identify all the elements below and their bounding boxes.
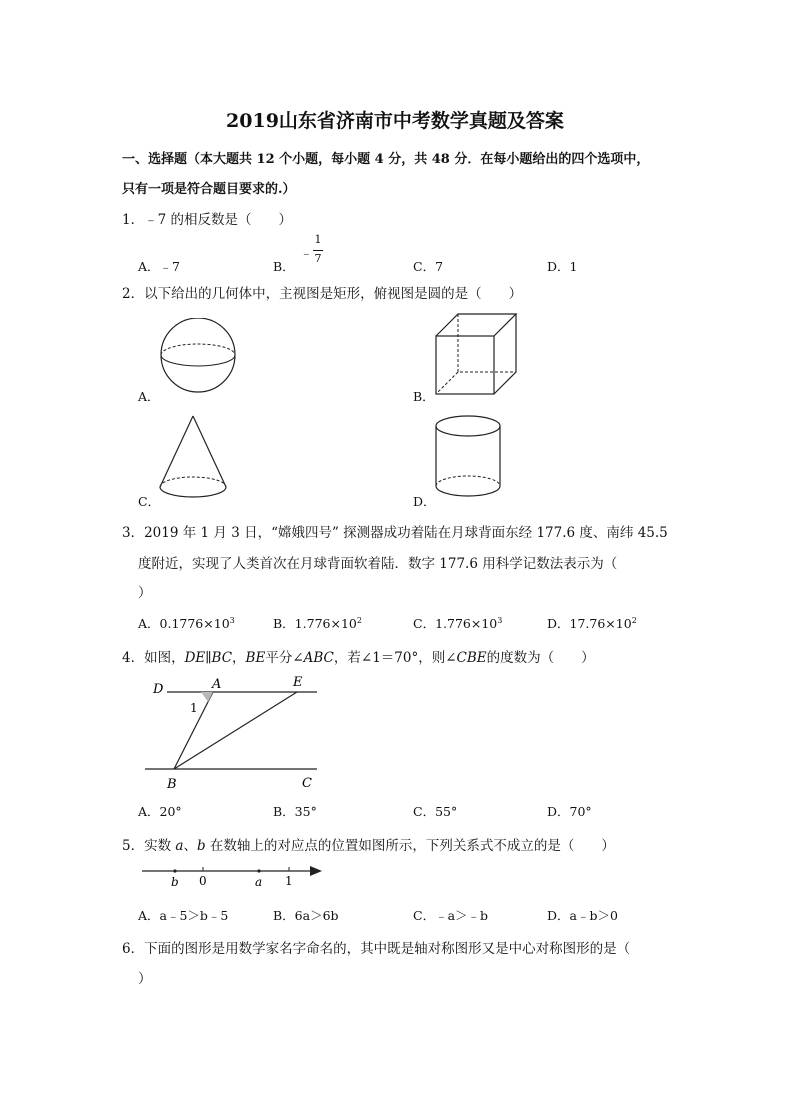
q2-option-a: A． xyxy=(138,389,160,404)
cube-side-edges xyxy=(494,314,516,394)
cylinder-base-front xyxy=(436,486,500,496)
q1-option-b-numerator: 1 xyxy=(314,233,322,246)
cube-hidden-diagonal xyxy=(436,372,458,394)
section-header-line1: 一、选择题（本大题共 12 个小题，每小题 4 分，共 48 分．在每小题给出的四个选项中， xyxy=(122,152,650,167)
q4-option-c: C．55° xyxy=(413,804,458,819)
q2-cone-figure xyxy=(155,412,235,504)
q1-stem: 1．﹣7 的相反数是（ ） xyxy=(122,212,292,228)
q1-fraction-bar xyxy=(313,250,323,251)
label-angle-1: 1 xyxy=(190,701,198,715)
q3-option-c: C．$1.776\times 10^3$ xyxy=(413,615,503,631)
q1-option-a: A．﹣7 xyxy=(138,259,180,274)
q2-sphere-figure xyxy=(155,318,245,398)
q5-number-line xyxy=(140,862,330,890)
q4-stem: 4．如图，DE∥BC，BE平分∠ABC，若∠1＝70°，则∠CBE的度数为（ ） xyxy=(122,650,595,666)
label-d: D xyxy=(153,682,164,697)
label-a: A xyxy=(212,677,222,692)
cylinder-top xyxy=(436,416,500,436)
label-axis-1: 1 xyxy=(285,874,293,888)
q5-option-d: D．a﹣b＞0 xyxy=(547,908,618,923)
sphere-equator-back xyxy=(161,344,235,355)
point-a xyxy=(257,869,260,872)
label-b: B xyxy=(167,777,177,792)
cone-base-back xyxy=(160,477,226,487)
q2-stem: 2．以下给出的几何体中，主视图是矩形，俯视图是圆的是（ ） xyxy=(122,286,523,302)
q2-cube-figure xyxy=(430,310,520,400)
q2-cylinder-figure xyxy=(432,412,504,504)
label-axis-b: b xyxy=(171,875,179,889)
label-axis-a: a xyxy=(255,875,263,889)
q5-option-b: B．6a＞6b xyxy=(273,908,339,923)
page-title: 2019山东省济南市中考数学真题及答案 xyxy=(226,110,564,132)
point-b xyxy=(173,869,176,872)
angle-1-marker xyxy=(201,692,213,702)
q3-option-a: A．$0.1776\times 10^3$ xyxy=(138,615,235,631)
q4-option-d: D．70° xyxy=(547,804,592,819)
cone-base-front xyxy=(160,487,226,497)
q3-option-b: B．$1.776\times 10^2$ xyxy=(273,615,362,631)
number-line-arrow xyxy=(310,866,322,876)
sphere-outline xyxy=(161,318,235,392)
q3-option-d: D．$17.76\times 10^2$ xyxy=(547,615,637,631)
q6-stem-line2: ） xyxy=(138,971,152,987)
q1-option-b-denominator: 7 xyxy=(314,252,322,265)
label-axis-0: 0 xyxy=(199,874,207,888)
q1-option-d: D．1 xyxy=(547,259,578,274)
q1-option-b-prefix: B． xyxy=(273,259,295,274)
cylinder-base-back xyxy=(436,476,500,486)
label-c: C xyxy=(302,776,312,791)
q4-option-b: B．35° xyxy=(273,804,317,819)
q5-stem: 5．实数 a、b 在数轴上的对应点的位置如图所示，下列关系式不成立的是（ ） xyxy=(122,838,615,854)
q4-geometry-figure xyxy=(145,668,335,793)
q2-option-d: D． xyxy=(413,494,436,509)
q4-option-a: A．20° xyxy=(138,804,182,819)
cone-left-edge xyxy=(160,416,193,487)
section-header-line2: 只有一项是符合题目要求的.） xyxy=(122,182,296,197)
q5-option-a: A．a﹣5＞b﹣5 xyxy=(138,908,229,923)
sphere-equator-front xyxy=(161,355,235,366)
q1-option-c: C．7 xyxy=(413,259,444,274)
q3-stem-line1: 3．2019 年 1 月 3 日，“嫦娥四号” 探测器成功着陆在月球背面东经 177.6 度、南纬 45.5 xyxy=(122,525,668,541)
q3-stem-line2: 度附近，实现了人类首次在月球背面软着陆．数字 177.6 用科学记数法表示为（ xyxy=(138,556,618,572)
label-e: E xyxy=(293,675,303,690)
q2-option-c: C． xyxy=(138,494,161,509)
q6-stem-line1: 6．下面的图形是用数学家名字命名的，其中既是轴对称图形又是中心对称图形的是（ xyxy=(122,941,631,957)
cube-front-face xyxy=(436,336,494,394)
q2-option-b: B． xyxy=(413,389,435,404)
cone-right-edge xyxy=(193,416,226,487)
q3-stem-line3: ） xyxy=(138,585,152,601)
q5-option-c: C．﹣a＞﹣b xyxy=(413,908,489,923)
cube-top-face xyxy=(436,314,516,336)
q1-option-b-sign: ﹣ xyxy=(300,245,313,260)
